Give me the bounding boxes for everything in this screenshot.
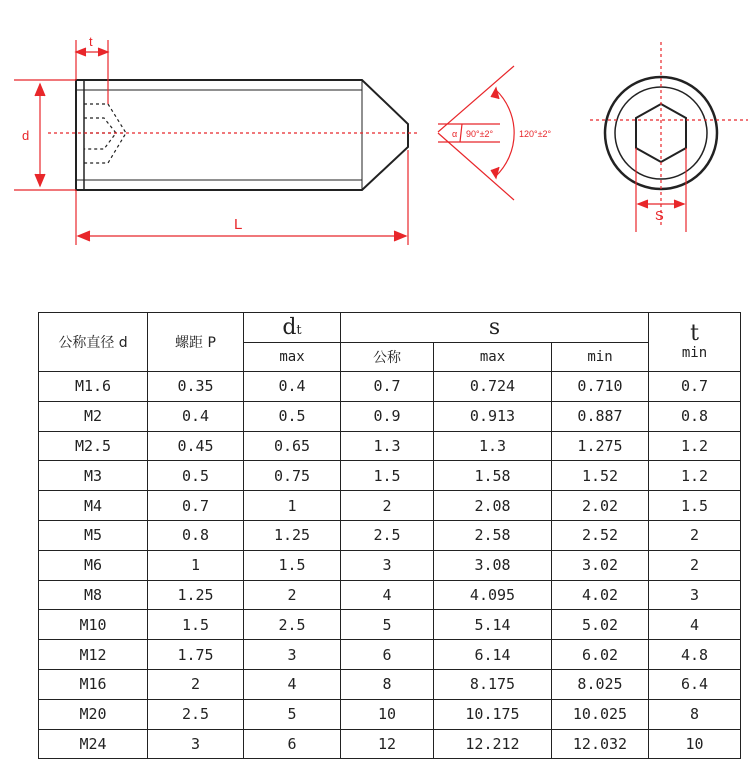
cell-pitch: 0.5 (148, 461, 244, 491)
header-t-min: min (681, 345, 708, 361)
side-dimensions (14, 40, 514, 245)
label-L: L (234, 216, 243, 233)
cell-dt-max: 2.5 (244, 610, 341, 640)
table-row (39, 729, 741, 759)
header-dt (244, 313, 341, 343)
cell-dt-max: 4 (244, 669, 341, 699)
cell-s-min: 2.52 (552, 520, 649, 550)
table-row (39, 550, 741, 580)
header-s: s (341, 313, 649, 343)
cell-size: M5 (39, 520, 148, 550)
cell-dt-max: 0.65 (244, 431, 341, 461)
cell-s-max: 12.212 (434, 729, 552, 759)
header-t: t (690, 321, 699, 346)
cell-t-min: 2 (649, 550, 741, 580)
header-t-cell (649, 313, 741, 372)
cell-s-nominal: 5 (341, 610, 434, 640)
cell-dt-max: 2 (244, 580, 341, 610)
cell-pitch: 1 (148, 550, 244, 580)
cell-s-min: 3.02 (552, 550, 649, 580)
label-angle-90: 90°±2° (466, 129, 494, 139)
label-d: d (22, 128, 30, 143)
cell-s-nominal: 8 (341, 669, 434, 699)
cell-pitch: 1.75 (148, 640, 244, 670)
cell-size: M3 (39, 461, 148, 491)
cell-dt-max: 1 (244, 491, 341, 521)
cell-t-min: 1.2 (649, 431, 741, 461)
cell-pitch: 0.7 (148, 491, 244, 521)
cell-s-min: 2.02 (552, 491, 649, 521)
cell-s-nominal: 2 (341, 491, 434, 521)
cell-t-min: 2 (649, 520, 741, 550)
cell-dt-max: 3 (244, 640, 341, 670)
cell-pitch: 0.8 (148, 520, 244, 550)
cell-size: M24 (39, 729, 148, 759)
cell-pitch: 0.4 (148, 401, 244, 431)
cell-pitch: 2.5 (148, 699, 244, 729)
label-alpha: α (452, 129, 458, 139)
table-row (39, 461, 741, 491)
cell-t-min: 1.5 (649, 491, 741, 521)
cell-pitch: 0.45 (148, 431, 244, 461)
cell-t-min: 0.8 (649, 401, 741, 431)
cell-size: M2 (39, 401, 148, 431)
table-row (39, 491, 741, 521)
cell-s-nominal: 6 (341, 640, 434, 670)
label-t: t (89, 34, 93, 49)
cell-pitch: 3 (148, 729, 244, 759)
label-angle-120: 120°±2° (519, 129, 552, 139)
cell-pitch: 0.35 (148, 372, 244, 402)
cell-s-nominal: 12 (341, 729, 434, 759)
set-screw-drawing (0, 0, 750, 300)
header-dt-subscript: t (296, 322, 302, 338)
cell-s-min: 10.025 (552, 699, 649, 729)
cell-s-max: 1.58 (434, 461, 552, 491)
cell-size: M10 (39, 610, 148, 640)
table-row (39, 699, 741, 729)
cell-s-min: 5.02 (552, 610, 649, 640)
cell-s-nominal: 0.7 (341, 372, 434, 402)
cell-s-nominal: 1.5 (341, 461, 434, 491)
side-dimension-labels (22, 34, 552, 233)
cell-s-min: 4.02 (552, 580, 649, 610)
cell-dt-max: 6 (244, 729, 341, 759)
header-s-min: min (552, 343, 649, 372)
cell-s-max: 1.3 (434, 431, 552, 461)
cell-s-max: 6.14 (434, 640, 552, 670)
cell-t-min: 10 (649, 729, 741, 759)
cell-s-min: 12.032 (552, 729, 649, 759)
header-pitch: 螺距 P (148, 313, 244, 372)
cell-dt-max: 0.5 (244, 401, 341, 431)
cell-size: M4 (39, 491, 148, 521)
cell-dt-max: 1.25 (244, 520, 341, 550)
cell-t-min: 4 (649, 610, 741, 640)
cell-s-min: 1.52 (552, 461, 649, 491)
end-view-dimensions (590, 42, 748, 232)
cell-size: M6 (39, 550, 148, 580)
cell-s-nominal: 4 (341, 580, 434, 610)
cell-s-min: 0.710 (552, 372, 649, 402)
cell-size: M12 (39, 640, 148, 670)
cell-s-nominal: 10 (341, 699, 434, 729)
cell-pitch: 1.25 (148, 580, 244, 610)
header-dt-max: max (244, 343, 341, 372)
cell-s-max: 5.14 (434, 610, 552, 640)
cell-size: M1.6 (39, 372, 148, 402)
header-dt-main: d (282, 314, 297, 340)
cell-s-max: 4.095 (434, 580, 552, 610)
cell-s-max: 10.175 (434, 699, 552, 729)
table-row (39, 580, 741, 610)
header-s-max: max (434, 343, 552, 372)
cell-pitch: 1.5 (148, 610, 244, 640)
cell-t-min: 6.4 (649, 669, 741, 699)
header-s-nominal: 公称 (341, 343, 434, 372)
cell-s-max: 2.58 (434, 520, 552, 550)
cell-size: M16 (39, 669, 148, 699)
cell-dt-max: 0.4 (244, 372, 341, 402)
cell-s-max: 3.08 (434, 550, 552, 580)
cell-t-min: 4.8 (649, 640, 741, 670)
cell-t-min: 0.7 (649, 372, 741, 402)
cell-s-min: 8.025 (552, 669, 649, 699)
cell-s-min: 0.887 (552, 401, 649, 431)
cell-s-nominal: 2.5 (341, 520, 434, 550)
cell-t-min: 3 (649, 580, 741, 610)
cell-s-nominal: 0.9 (341, 401, 434, 431)
table-row (39, 431, 741, 461)
label-S: S (655, 208, 664, 223)
cell-size: M2.5 (39, 431, 148, 461)
cell-s-min: 1.275 (552, 431, 649, 461)
cell-s-max: 0.724 (434, 372, 552, 402)
cell-dt-max: 5 (244, 699, 341, 729)
cell-size: M8 (39, 580, 148, 610)
header-nominal-diameter: 公称直径 d (39, 313, 148, 372)
dimension-spec-table (38, 312, 741, 759)
cell-dt-max: 0.75 (244, 461, 341, 491)
cell-s-max: 0.913 (434, 401, 552, 431)
cell-s-max: 8.175 (434, 669, 552, 699)
table-body (39, 372, 741, 759)
cell-dt-max: 1.5 (244, 550, 341, 580)
table-row (39, 401, 741, 431)
cell-t-min: 8 (649, 699, 741, 729)
table-row (39, 372, 741, 402)
cell-pitch: 2 (148, 669, 244, 699)
cell-s-max: 2.08 (434, 491, 552, 521)
cell-s-nominal: 3 (341, 550, 434, 580)
screw-side-view (76, 80, 408, 190)
table-row (39, 640, 741, 670)
table-row (39, 610, 741, 640)
table-row (39, 669, 741, 699)
cell-size: M20 (39, 699, 148, 729)
cell-s-min: 6.02 (552, 640, 649, 670)
cell-t-min: 1.2 (649, 461, 741, 491)
cell-s-nominal: 1.3 (341, 431, 434, 461)
table-row (39, 520, 741, 550)
